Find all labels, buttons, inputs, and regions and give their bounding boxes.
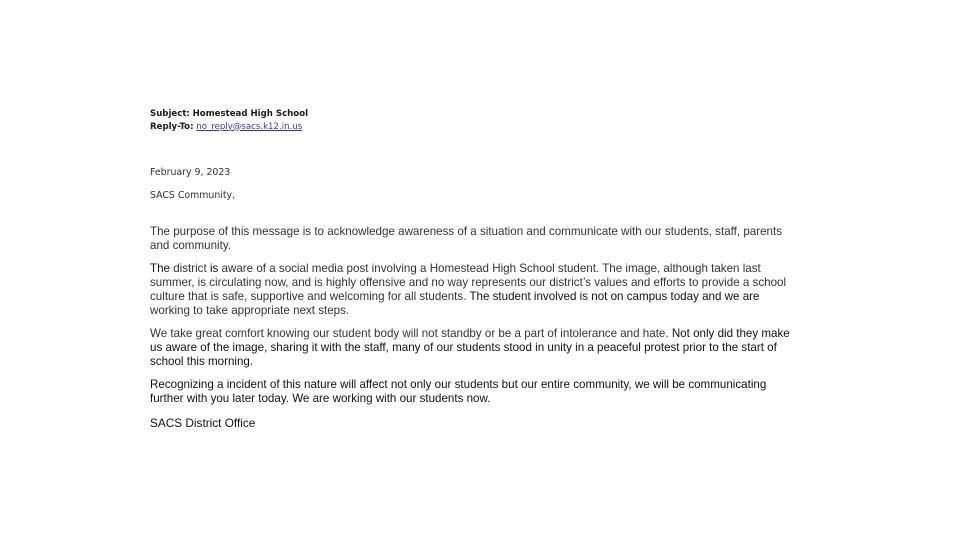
paragraph-text: Not only did they make us aware of the image, sharing it with the staff, many of our students stood in unity in a peaceful protest prior to the start of school this morning.	[150, 327, 790, 368]
reply-to-label: Reply-To:	[150, 121, 194, 132]
paragraph-comfort	[150, 327, 815, 369]
paragraph-text: Recognizing a incident of this nature will affect not only our students but our entire community, we will be communicating further with you later today. We are working with our students now.	[150, 378, 767, 405]
paragraph-recognizing	[150, 378, 815, 406]
paragraph-awareness	[150, 262, 815, 318]
paragraph-text: The	[150, 262, 170, 275]
subject-line	[150, 108, 815, 121]
email-message	[150, 108, 815, 430]
paragraph-text: The student involved is not on campus today and we are	[469, 290, 760, 303]
paragraph-purpose	[150, 211, 815, 253]
email-date: February 9, 2023	[150, 167, 231, 178]
paragraph-text: is	[209, 262, 219, 275]
paragraph-text: working to take appropriate next steps.	[150, 304, 350, 317]
paragraph-text: aware of a social media post involving a Homestead High School student. The image, although taken last summer, is circulating now, and is highly offensive and no way represents our district’s values and efforts to provide a school culture that is safe, supportive and welcoming for all students.	[150, 262, 787, 303]
reply-to-link[interactable]: no_reply@sacs.k12.in.us	[196, 121, 303, 132]
subject-value: Homestead High School	[192, 109, 309, 119]
subject-label: Subject:	[150, 109, 190, 119]
paragraph-text: district	[169, 262, 210, 275]
reply-to-line	[150, 121, 815, 134]
email-signature: SACS District Office	[150, 416, 256, 430]
paragraph-text: The purpose of this message is to acknowledge awareness of a situation and communicate with our students, staff, parents and community.	[150, 225, 782, 252]
paragraph-text: We take great comfort knowing our student body will not standby or be a part of intolerance and hate.	[150, 327, 672, 340]
email-greeting: SACS Community,	[150, 190, 236, 201]
